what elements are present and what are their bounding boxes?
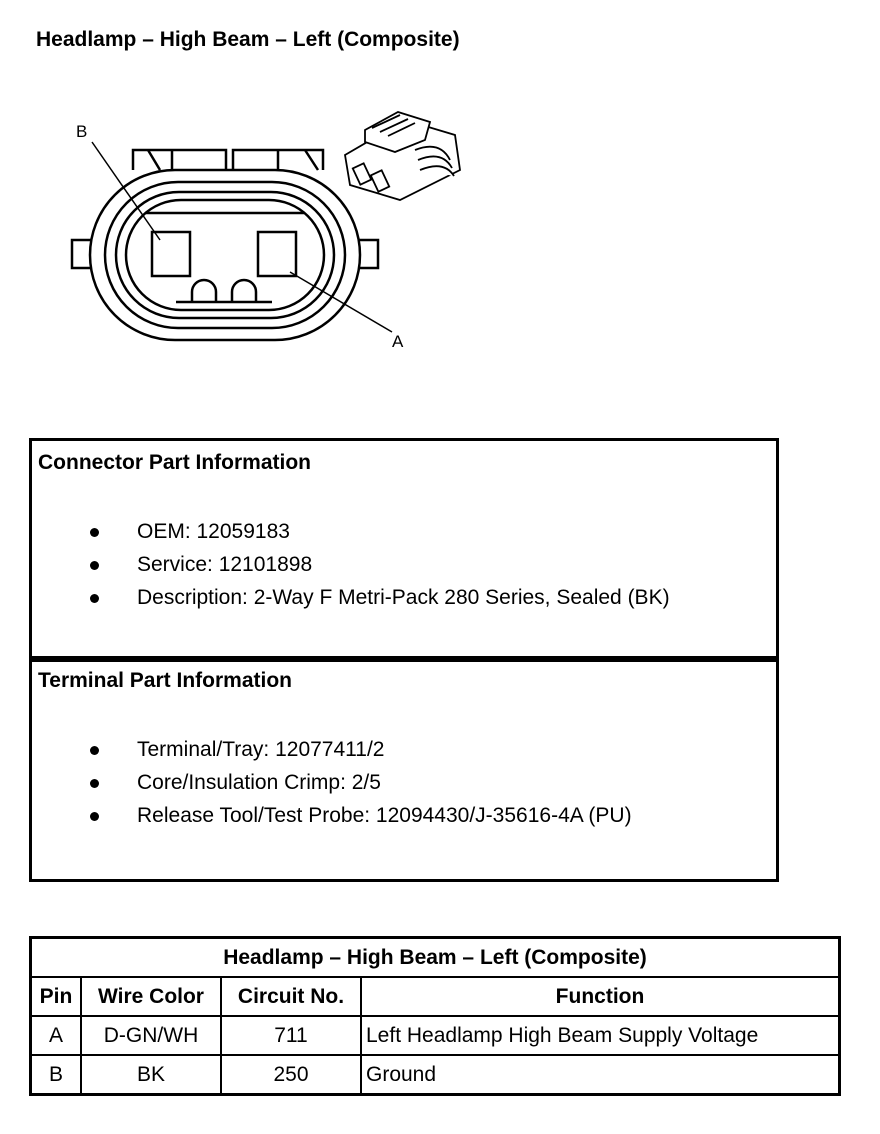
header-pin: Pin <box>31 977 82 1016</box>
list-item: Description: 2-Way F Metri-Pack 280 Series, Sealed (BK) <box>32 581 670 614</box>
terminal-part-info-box <box>29 656 779 882</box>
cell-pin: B <box>31 1055 82 1095</box>
pin-label-a: A <box>392 332 404 351</box>
cell-function: Ground <box>361 1055 840 1095</box>
pin-table-caption: Headlamp – High Beam – Left (Composite) <box>31 938 840 978</box>
cell-wire-color: D-GN/WH <box>81 1016 221 1055</box>
pin-table <box>29 936 841 1096</box>
header-circuit-no: Circuit No. <box>221 977 361 1016</box>
connector-part-info-box <box>29 438 779 662</box>
list-item: Release Tool/Test Probe: 12094430/J-35616-4A (PU) <box>32 799 632 832</box>
list-item: OEM: 12059183 <box>32 515 670 548</box>
list-item: Terminal/Tray: 12077411/2 <box>32 733 632 766</box>
header-function: Function <box>361 977 840 1016</box>
list-item: Core/Insulation Crimp: 2/5 <box>32 766 632 799</box>
table-row <box>31 1016 840 1055</box>
connector-info-list <box>32 515 670 614</box>
list-item: Service: 12101898 <box>32 548 670 581</box>
header-wire-color: Wire Color <box>81 977 221 1016</box>
cell-circuit-no: 711 <box>221 1016 361 1055</box>
table-row <box>31 1055 840 1095</box>
page-title: Headlamp – High Beam – Left (Composite) <box>36 28 460 51</box>
pin-label-b: B <box>76 122 88 141</box>
terminal-info-list <box>32 733 632 832</box>
cell-function: Left Headlamp High Beam Supply Voltage <box>361 1016 840 1055</box>
connector-face-drawing <box>0 0 880 400</box>
cell-circuit-no: 250 <box>221 1055 361 1095</box>
cell-wire-color: BK <box>81 1055 221 1095</box>
connector-3d-icon <box>345 112 460 200</box>
terminal-info-heading: Terminal Part Information <box>38 669 292 692</box>
cell-pin: A <box>31 1016 82 1055</box>
connector-info-heading: Connector Part Information <box>38 451 312 474</box>
